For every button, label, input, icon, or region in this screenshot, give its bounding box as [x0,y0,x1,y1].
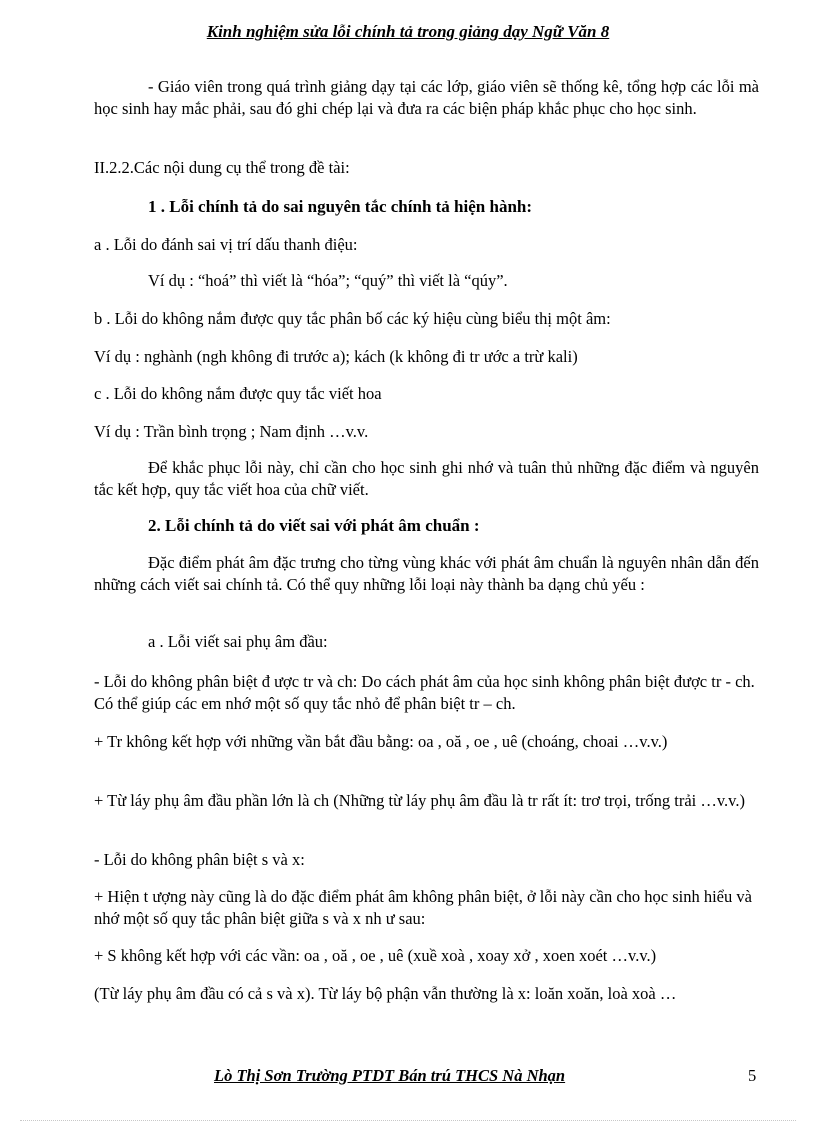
item-a-initial-consonant: a . Lỗi viết sai phụ âm đầu: [148,632,328,651]
item-b-symbols: b . Lỗi do không nắm được quy tắc phân bố các ký hiệu cùng biểu thị một âm: [94,309,611,328]
paragraph-tr-ch: - Lỗi do không phân biệt đ ược tr và ch: Do cách phát âm của học sinh không phân biệt được tr - ch. Có thể giúp các em nhớ một số quy tắc nhỏ để phân biệt tr – ch. [94,672,755,713]
section-heading-ii-2-2: II.2.2.Các nội dung cụ thể trong đề tài: [94,158,350,177]
header-title: Kinh nghiệm sửa lỗi chính tả trong giảng dạy Ngữ Văn 8 [206,22,610,41]
example-capitalization: Ví dụ : Trần bình trọng ; Nam định …v.v. [94,422,369,441]
rule-ch: + Từ láy phụ âm đầu phần lớn là ch (Những từ láy phụ âm đầu là tr rất ít: trơ trọi, trống trải …v.v.) [94,791,745,810]
rule-s-x-reduplication: (Từ láy phụ âm đầu có cả s và x). Từ láy bộ phận vẫn thường là x: loăn xoăn, loà xoà … [94,984,677,1003]
item-c-capitalization: c . Lỗi do không nắm được quy tắc viết hoa [94,384,382,403]
example-tone-marks: Ví dụ : “hoá” thì viết là “hóa”; “quý” thì viết là “qúy”. [148,271,508,290]
paragraph-remedy: Để khắc phục lỗi này, chỉ cần cho học sinh ghi nhớ và tuân thủ những đặc điểm và nguyên tắc kết hợp, quy tắc viết hoa của chữ viết. [94,458,759,499]
example-symbols: Ví dụ : nghành (ngh không đi trước a); kách (k không đi tr ước a trừ kali) [94,347,578,366]
paragraph-pronunciation: Đặc điểm phát âm đặc trưng cho từng vùng khác với phát âm chuẩn là nguyên nhân dẫn đến những cách viết sai chính tả. Có thể quy những lỗi loại này thành ba dạng chủ yếu : [94,553,759,594]
paragraph-teacher-method: - Giáo viên trong quá trình giảng dạy tại các lớp, giáo viên sẽ thống kê, tổng hợp các lỗi mà học sinh hay mắc phải, sau đó ghi chép lại và đưa ra các biện pháp khắc phục cho học sinh. [94,77,759,118]
page-header [0,22,816,42]
heading-error-1: 1 . Lỗi chính tả do sai nguyên tắc chính tả hiện hành: [148,197,533,216]
paragraph-s-x-rules: + Hiện t ượng này cũng là do đặc điểm phát âm không phân biệt, ở lỗi này cần cho học sinh hiểu và nhớ một số quy tắc phân biệt giữa s và x nh ư sau: [94,887,752,928]
rule-tr: + Tr không kết hợp với những vần bắt đầu bằng: oa , oă , oe , uê (choáng, choai …v.v.) [94,732,668,751]
paragraph-s-x: - Lỗi do không phân biệt s và x: [94,850,305,869]
rule-s: + S không kết hợp với các vần: oa , oă , oe , uê (xuề xoà , xoay xở , xoen xoét …v.v.) [94,946,657,965]
page-bottom-border [20,1120,796,1121]
page-number: 5 [748,1066,757,1085]
heading-error-2: 2. Lỗi chính tả do viết sai với phát âm chuẩn : [148,516,480,535]
footer-author: Lò Thị Sơn Trường PTDT Bán trú THCS Nà Nhạn [214,1066,566,1085]
item-a-tone-marks: a . Lỗi do đánh sai vị trí dấu thanh điệu: [94,235,358,254]
page-footer [0,1066,816,1090]
